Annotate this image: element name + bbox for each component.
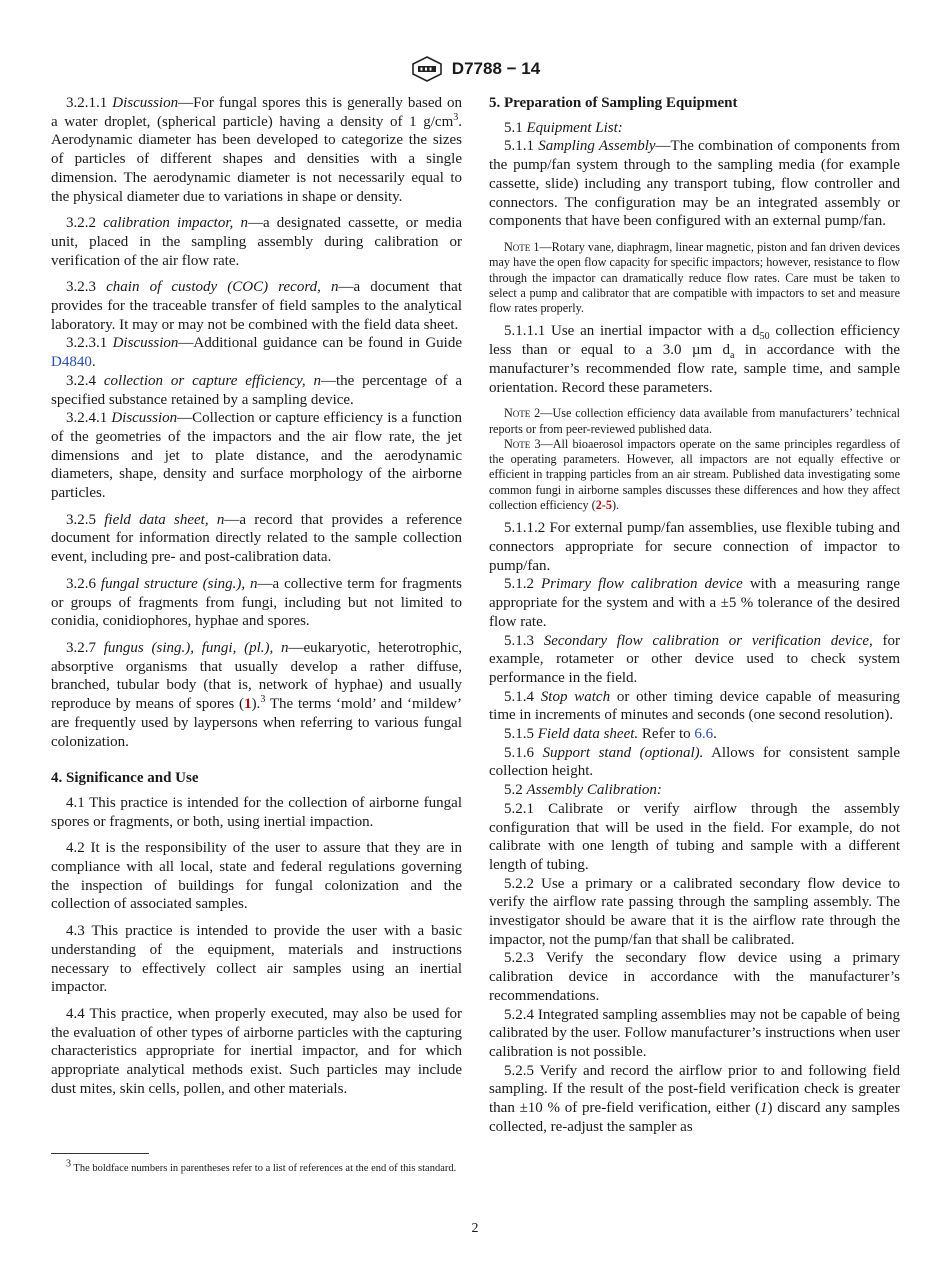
- para-5-1-1-1: 5.1.1.1 Use an inertial impactor with a $d_{50}$ collection efficiency less than or equal to a 3.0 µm $d_a$ in accordance with the manufacturer’s recommended flow rate, sample time, and sample orientation. Record these parameters.: [489, 323, 900, 396]
- para-3-2-6: 3.2.6 fungal structure (sing.), n—a collective term for fragments or groups of fragments from fungi, including but not limited to conidia, conidiophores, hyphae and spores.: [51, 575, 463, 630]
- footnote: $^3$ The boldface numbers in parentheses refer to a list of references at the end of this standard.: [66, 1158, 457, 1174]
- page-number: 2: [471, 1221, 479, 1236]
- para-3-2-7: 3.2.7 fungus (sing.), fungi, (pl.), n—eukaryotic, heterotrophic, absorptive organisms that usually develop a rather diffuse, branched, tubular body (that is, network of hyphae) and usually reproduce by means of spores (1).$^3$ The terms ‘mold’ and ‘mildew’ are frequently used by laypersons when referring to various fungal colonization.: [51, 639, 462, 750]
- para-3-2-3: 3.2.3 chain of custody (COC) record, n—a document that provides for the traceable transfer of field samples to the analytical laboratory. It may or may not be combined with the field data sheet.: [51, 279, 462, 333]
- para-4-1: 4.1 This practice is intended for the collection of airborne fungal spores or fragments, or both, using inertial impaction.: [51, 794, 462, 830]
- para-4-2: 4.2 It is the responsibility of the user to assure that they are in compliance with all local, state and federal regulations governing the inspection of buildings for fungal colonization and the collection of associated samples.: [51, 840, 462, 913]
- section-5-heading: 5. Preparation of Sampling Equipment: [489, 95, 738, 111]
- section-4-heading: 4. Significance and Use: [51, 770, 199, 787]
- para-3-2-4-1: 3.2.4.1 Discussion—Collection or capture efficiency is a function of the geometries of the impactors and the air flow rate, the jet dimensions and jet to plate distance, and the aerodynamic diameters, shape, density and surface morphology of the airborne particles.: [51, 410, 462, 502]
- para-3-2-1-1: 3.2.1.1 Discussion—For fungal spores this is generally based on a water droplet, (spherical particle) having a density of 1 $g/cm^3$. Aerodynamic diameter has been developed to categorize the sizes of particles of different shapes and densities with a single dimension. The aerodynamic diameter is not necessarily equal to the physical diameter due to variations in shape or density.: [51, 95, 463, 205]
- para-5-1-1: 5.1.1 Sampling Assembly—The combination of components from the pump/fan system through to the sampling media (for example cassette, slide) including any transport tubing, flow controller and connectors. The configuration may be an integrated assembly or components that have been configured with an external pump/fan.: [489, 138, 900, 230]
- para-5-1-5: 5.1.5 Field data sheet. Refer to 6.6.: [504, 726, 717, 743]
- note-3: Note 3—All bioaerosol impactors operate on the same principles regardless of the operating parameters. However, all impactors are not equally effective or efficient in trapping particles from an air stream. Published data investigating some common fungi in airborne samples discusses these differences and how they affect collection efficiency (2-5).: [489, 436, 901, 512]
- note-1: Note 1—Rotary vane, diaphragm, linear magnetic, piston and fan driven devices may have the open flow capacity for specific impactors; however, resistance to flow through the impactor can dramatically reduce flow rates. Care must be taken to select a pump and calibrator that are compatible with impactors to set and measure flow rates properly.: [489, 239, 900, 316]
- para-3-2-4: 3.2.4 collection or capture efficiency, n—the percentage of a specified substance retained by a sampling device.: [51, 372, 462, 408]
- page-header: [0, 56, 950, 82]
- reference-link-d4840[interactable]: D4840: [51, 354, 92, 371]
- para-5-2-4: 5.2.4 Integrated sampling assemblies may not be capable of being calibrated by the user. Follow manufacturer’s instructions when user calibration is not possible.: [489, 1006, 900, 1060]
- para-3-2-5: 3.2.5 field data sheet, n—a record that provides a reference document for information directly related to the sample collection event, including pre- and post-calibration data.: [51, 511, 463, 566]
- note-2: Note 2—Use collection efficiency data available from manufacturers’ technical reports or from peer-reviewed published data.: [489, 406, 900, 436]
- para-5-2: 5.2 Assembly Calibration:: [504, 782, 662, 799]
- para-5-1-2: 5.1.2 Primary flow calibration device with a measuring range appropriate for the system and with a ±5 % tolerance of the desired flow rate.: [489, 576, 900, 630]
- para-3-2-2: 3.2.2 calibration impactor, n—a designated cassette, or media unit, placed in the sampling assembly during calibration or verification of the air flow rate.: [51, 215, 463, 269]
- footnote-divider: [51, 1153, 149, 1154]
- astm-logo-icon: [410, 56, 444, 82]
- para-4-3: 4.3 This practice is intended to provide the user with a basic understanding of the equipment, materials and instructions necessary to effectively collect air samples using an inertial impactor.: [51, 923, 462, 996]
- reference-link-1[interactable]: 1: [244, 696, 252, 713]
- right-column: [489, 94, 900, 1137]
- reference-link-2-5[interactable]: 2-5: [595, 498, 612, 512]
- para-5-2-2: 5.2.2 Use a primary or a calibrated secondary flow device to verify the airflow rate passing through the sampling assembly. The investigator should be aware that it is the airflow rate through the impactor, not the pump/fan that shall be calibrated.: [489, 875, 900, 948]
- para-3-2-3-1: 3.2.3.1 Discussion—Additional guidance can be found in Guide D4840.: [51, 335, 462, 371]
- para-5-1-6: 5.1.6 Support stand (optional). Allows for consistent sample collection height.: [489, 744, 900, 780]
- para-5-2-1: 5.2.1 Calibrate or verify airflow through the assembly configuration that will be used in the field. For example, do not calibrate with one length of tubing and sample with a different length of tubing.: [489, 800, 900, 873]
- para-5-2-3: 5.2.3 Verify the secondary flow device using a primary calibration device in accordance with the manufacturer’s recommendations.: [489, 950, 900, 1004]
- standard-designation: D7788 − 14: [451, 59, 541, 78]
- left-column: [51, 94, 462, 1098]
- para-5-2-5: 5.2.5 Verify and record the airflow prior to and following field sampling. If the result of the post-field verification check is greater than ±10 % of pre-field verification, either (1) discard any samples collected, re-adjust the sampler as: [489, 1062, 900, 1135]
- para-5-1-4: 5.1.4 Stop watch or other timing device capable of measuring time in increments of minutes and seconds (one second resolution).: [489, 688, 901, 724]
- para-5-1: 5.1 Equipment List:: [504, 119, 623, 136]
- para-4-4: 4.4 This practice, when properly executed, may also be used for the evaluation of other types of airborne particles with the capturing characteristics appropriate for inertial impactor, and for which appropriate analytical methods exist. Such particles may include dust mites, skin cells, pollen, and other materials.: [51, 1005, 462, 1097]
- para-5-1-1-2: 5.1.1.2 For external pump/fan assemblies, use flexible tubing and connectors appropriate for secure connection of impactor to pump/fan.: [489, 520, 900, 574]
- para-5-1-3: 5.1.3 Secondary flow calibration or verification device, for example, rotameter or other device used to check system performance in the field.: [489, 632, 900, 686]
- reference-link-6-6[interactable]: 6.6: [694, 726, 714, 743]
